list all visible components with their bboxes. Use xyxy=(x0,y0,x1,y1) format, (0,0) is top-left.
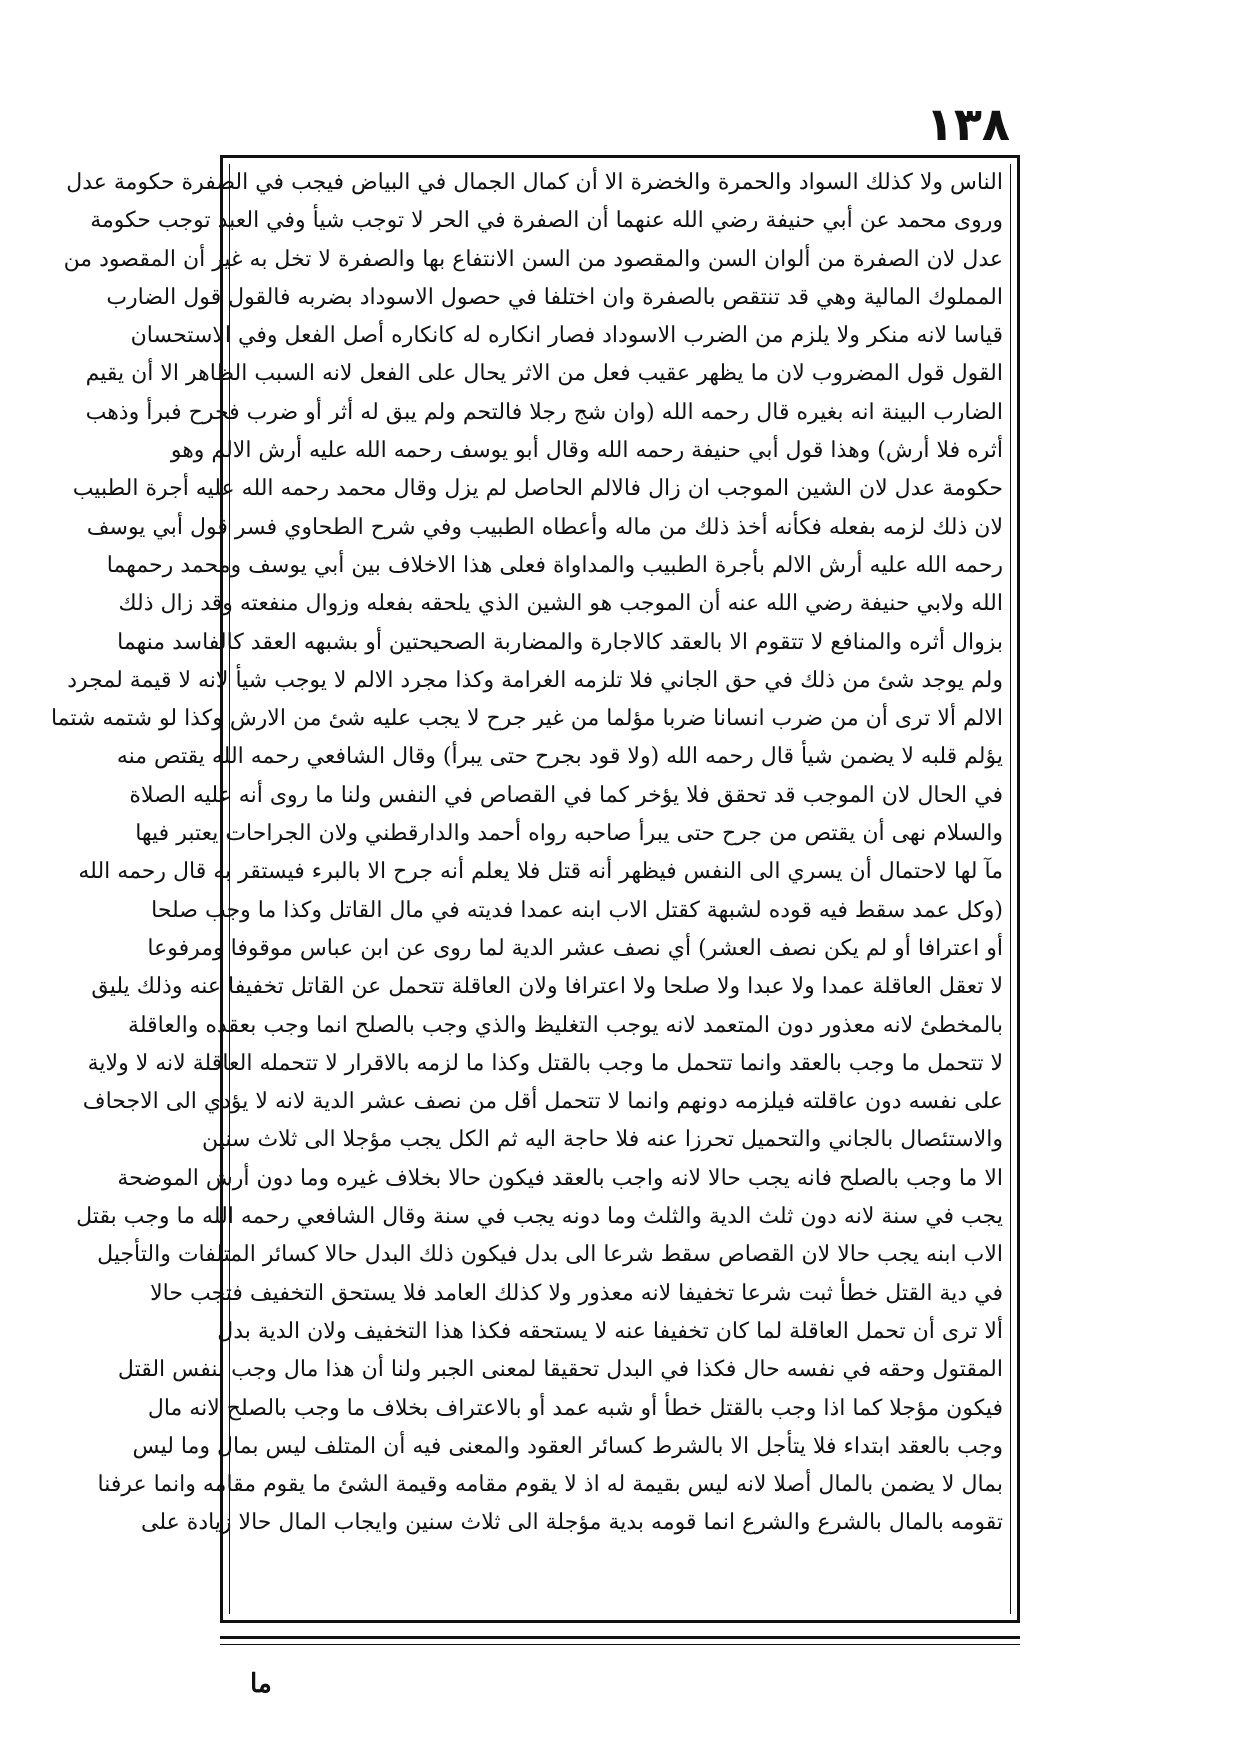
text-line: (وكل عمد سقط فيه قوده لشبهة كقتل الاب ابنه عمدا فديته في مال القاتل وكذا ما وجب صلحا xyxy=(151,897,1003,923)
text-line: مآ لها لاحتمال أن يسري الى النفس فيظهر أنه قتل فلا يعلم أنه جرح الا بالبرء فيستقر به قال رحمه الله xyxy=(78,859,1003,885)
text-line: بالمخطئ لانه معذور دون المتعمد لانه يوجب التغليظ والذي وجب بالصلح انما وجب بعقده والعاقلة xyxy=(128,1012,1003,1038)
text-frame xyxy=(50,155,1020,1623)
text-body xyxy=(50,164,1003,1619)
text-line: المقتول وحقه في نفسه حال فكذا في البدل تحقيقا لمعنى الجبر ولنا أن هذا مال وجب بنفس القتل xyxy=(117,1357,1003,1383)
text-line: الا ما وجب بالصلح فانه يجب حالا لانه واجب بالعقد فيكون حالا بخلاف غيره وما دون أرش الموضحة xyxy=(117,1165,1003,1191)
text-line: وجب بالعقد ابتداء فلا يتأجل الا بالشرط كسائر العقود والمعنى فيه أن المتلف ليس بمال وما ليس xyxy=(132,1433,1003,1459)
text-line: لا تتحمل ما وجب بالعقد وانما تتحمل ما وجب بالقتل وكذا ما لزمه بالاقرار لا تتحمله العاقلة لانه لا ولاية xyxy=(87,1050,1003,1076)
text-line: الالم ألا ترى أن من ضرب انسانا ضربا مؤلما من غير جرح لا يجب عليه شئ من الارش وكذا لو شتمه شتما xyxy=(50,706,1003,732)
text-line: الناس ولا كذلك السواد والحمرة والخضرة الا أن كمال الجمال في البياض فيجب في الصفرة حكومة عدل xyxy=(66,170,1003,195)
text-line: بمال لا يضمن بالمال أصلا لانه ليس بقيمة له اذ لا يقوم مقامه وقيمة الشئ ما يقوم مقامه وانما عرفنا xyxy=(97,1472,1003,1498)
text-line: رحمه الله عليه أرش الالم بأجرة الطبيب والمداواة فعلى هذا الاخلاف بين أبي يوسف ومحمد رحمهما xyxy=(106,552,1003,578)
text-line: بزوال أثره والمنافع لا تتقوم الا بالعقد كالاجارة والمضاربة الصحيحتين أو بشبهه العقد كالفاسد منهما xyxy=(117,629,1003,655)
text-line: لان ذلك لزمه بفعله فكأنه أخذ ذلك من ماله وأعطاه الطبيب وفي شرح الطحاوي فسر قول أبي يوسف xyxy=(86,514,1003,540)
text-line: أو اعترافا أو لم يكن نصف العشر) أي نصف عشر الدية لما روى عن ابن عباس موقوفا ومرفوعا xyxy=(147,935,1003,961)
text-line: عدل لان الصفرة من ألوان السن والمقصود من السن الانتفاع بها والصفرة لا تخل به غير أن المقصود من xyxy=(63,246,1003,272)
text-line: والاستئصال بالجاني والتحميل تحرزا عنه فلا حاجة اليه ثم الكل يجب مؤجلا الى ثلاث سنين xyxy=(202,1127,1003,1153)
catchword: ما xyxy=(250,1669,272,1699)
text-line: ولم يوجد شئ من ذلك في حق الجاني فلا تلزمه الغرامة وكذا مجرد الالم لا يوجب شيأ لانه لا قيمة لمجرد xyxy=(67,667,1003,693)
text-line: على نفسه دون عاقلته فيلزمه دونهم وانما لا تتحمل أقل من نصف عشر الدية لانه لا يؤدي الى الاجحاف xyxy=(82,1089,1003,1115)
text-line: القول قول المضروب لان ما يظهر عقيب فعل من الاثر يحال على الفعل لانه السبب الظاهر الا أن يقيم xyxy=(85,361,1003,387)
text-line: الضارب البينة انه بغيره قال رحمه الله (وان شج رجلا فالتحم ولم يبق له أثر أو ضرب فجرح فبرأ وذهب xyxy=(85,399,1003,425)
page-number: ١٣٨ xyxy=(925,97,1010,151)
bottom-rule xyxy=(220,1636,1020,1639)
text-line: المملوك المالية وهي قد تنتقص بالصفرة وان اختلفا في حصول الاسوداد بضربه فالقول قول الضارب xyxy=(106,284,1003,310)
text-line: يجب في سنة لانه دون ثلث الدية والثلث وما دونه يجب في سنة وقال الشافعي رحمه الله ما وجب بقتل xyxy=(76,1204,1003,1230)
text-line: قياسا لانه منكر ولا يلزم من الضرب الاسوداد فصار انكاره له كانكاره أصل الفعل وفي الاستحسان xyxy=(130,323,1003,349)
text-line: الاب ابنه يجب حالا لان القصاص سقط شرعا الى بدل فيكون ذلك البدل حالا كسائر المتلفات والتأجيل xyxy=(97,1242,1003,1268)
text-line: والسلام نهى أن يقتص من جرح حتى يبرأ صاحبه رواه أحمد والدارقطني ولان الجراحات يعتبر فيها xyxy=(135,821,1003,847)
text-line: في دية القتل خطأ ثبت شرعا تخفيفا لانه معذور ولا كذلك العامد فلا يستحق التخفيف فتجب حالا xyxy=(150,1280,1003,1306)
text-line: حكومة عدل لان الشين الموجب ان زال فالالم الحاصل لم يزل وقال محمد رحمه الله عليه أجرة الطبيب xyxy=(72,476,1003,502)
text-line: لا تعقل العاقلة عمدا ولا عبدا ولا صلحا ولا اعترافا ولان العاقلة تتحمل عن القاتل تخفيفا عنه وذلك يليق xyxy=(91,974,1003,1000)
text-line: فيكون مؤجلا كما اذا وجب بالقتل خطأ أو شبه عمد أو بالاعتراف بخلاف ما وجب بالصلح لانه مال xyxy=(147,1395,1003,1421)
text-line: في الحال لان الموجب قد تحقق فلا يؤخر كما في القصاص في النفس ولنا ما روى أنه عليه الصلاة xyxy=(129,782,1003,808)
text-line: الله ولابي حنيفة رضي الله عنه أن الموجب هو الشين الذي يلحقه بفعله وزوال منفعته وقد زال ذلك xyxy=(118,591,1003,617)
text-line xyxy=(237,1543,1003,1581)
text-line: ألا ترى أن تحمل العاقلة لما كان تخفيفا عنه لا يستحقه فكذا هذا التخفيف ولان الدية بدل xyxy=(217,1318,1003,1344)
text-line: يؤلم قلبه لا يضمن شيأ قال رحمه الله (ولا قود بجرح حتى يبرأ) وقال الشافعي رحمه الله يقتص منه xyxy=(116,744,1003,770)
text-line: وروى محمد عن أبي حنيفة رضي الله عنهما أن الصفرة في الحر لا توجب شيأ وفي العبد توجب حكومة xyxy=(90,208,1003,234)
text-line: تقومه بالمال بالشرع والشرع انما قومه بدية مؤجلة الى ثلاث سنين وايجاب المال حالا زيادة على xyxy=(141,1510,1003,1536)
text-line xyxy=(237,1581,1003,1619)
bottom-rule-thin xyxy=(220,1644,1020,1645)
text-line: أثره فلا أرش) وهذا قول أبي حنيفة رحمه الله وقال أبو يوسف رحمه الله عليه أرش الالم وهو xyxy=(170,438,1003,464)
